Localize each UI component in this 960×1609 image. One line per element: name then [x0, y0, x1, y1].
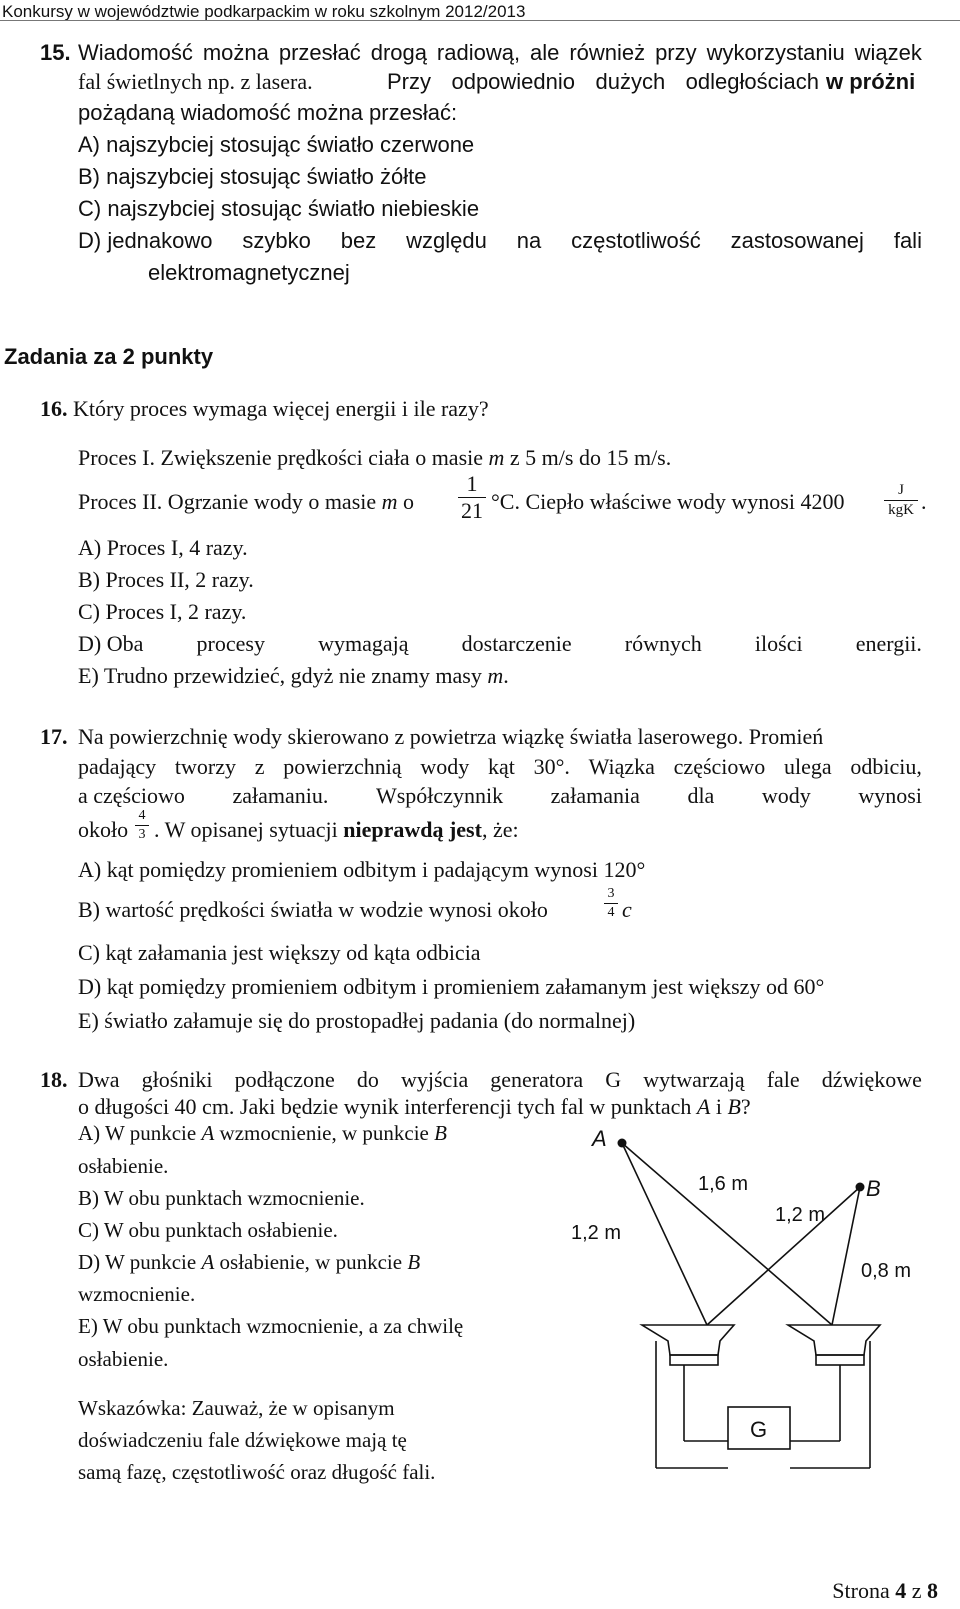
distance-label: 1,6 m: [698, 1173, 749, 1195]
question-text-line: Dwa głośniki podłączone do wyjścia generatora G wytwarzają fale dźwiękowe: [78, 1067, 922, 1092]
question-text-line: o długości 40 cm. Jaki będzie wynik interferencji tych fal w punktach A i B?: [78, 1094, 751, 1119]
speaker-right-magnet: [816, 1355, 864, 1365]
question-text-line: Na powierzchnię wody skierowano z powietrza wiązkę światła laserowego. Promień: [78, 724, 824, 749]
process-1: Proces I. Zwiększenie prędkości ciała o masie m z 5 m/s do 15 m/s.: [78, 445, 672, 470]
answer-option-c: C) najszybciej stosując światło niebieskie: [78, 196, 480, 221]
question-text-line: Wiadomość można przesłać drogą radiową, ale również przy wykorzystaniu wiązek: [78, 40, 922, 65]
path-line: [622, 1143, 832, 1325]
answer-option-d: D) W punkcie A osłabienie, w punkcie B: [78, 1250, 421, 1274]
question-number: 17.: [40, 724, 68, 749]
page-number: 4: [895, 1578, 907, 1603]
answer-option-d-continued: wzmocnienie.: [78, 1282, 196, 1306]
header-title: Konkursy w województwie podkarpackim w roku szkolnym 2012/2013: [2, 2, 526, 21]
page-footer: Strona 4 z 8: [832, 1578, 938, 1603]
hint-line: samą fazę, częstotliwość oraz długość fali.: [78, 1460, 436, 1484]
hint-line: doświadczeniu fale dźwiękowe mają tę: [78, 1428, 407, 1452]
answer-option-a-continued: osłabienie.: [78, 1154, 169, 1178]
speaker-left-magnet: [670, 1355, 718, 1365]
point-a: [618, 1139, 627, 1148]
distance-label: 0,8 m: [861, 1260, 912, 1282]
question-number: 16.: [40, 396, 68, 421]
question-text-line: . W opisanej sytuacji nieprawdą jest, że:: [154, 817, 519, 842]
generator-label: G: [750, 1417, 768, 1442]
section-heading: Zadania za 2 punkty: [4, 344, 214, 369]
question-text-line: około: [78, 817, 129, 842]
question-number: 18.: [40, 1067, 68, 1092]
answer-option-a: A) Proces I, 4 razy.: [78, 535, 248, 560]
refractive-index-fraction: 4 3: [135, 809, 149, 842]
fraction-temperature: 1 21: [458, 473, 486, 522]
answer-option-b: B) najszybciej stosując światło żółte: [78, 164, 427, 189]
distance-label: 1,2 m: [571, 1222, 622, 1244]
answer-option-e: E) W obu punktach wzmocnienie, a za chwilę: [78, 1314, 464, 1338]
answer-option-c: C) Proces I, 2 razy.: [78, 599, 247, 624]
punctuation: .: [921, 489, 927, 514]
question-text: Który proces wymaga więcej energii i ile razy?: [73, 396, 489, 421]
answer-option-e-continued: osłabienie.: [78, 1347, 169, 1371]
hint-line: Wskazówka: Zauważ, że w opisanym: [78, 1396, 395, 1420]
answer-option-a: A) W punkcie A wzmocnienie, w punkcie B: [78, 1121, 447, 1145]
path-line: [622, 1143, 707, 1325]
question-text-line: a częściowo załamaniu. Współczynnik załamania dla wody wynosi: [78, 783, 922, 808]
label-point-a: A: [592, 1126, 607, 1151]
answer-option-b: B) Proces II, 2 razy.: [78, 567, 254, 592]
question-text-line: pożądaną wiadomość można przesłać:: [78, 100, 458, 125]
answer-option-d-continued: elektromagnetycznej: [148, 260, 350, 285]
answer-option-d: D) Oba procesy wymagają dostarczenie równych ilości energii.: [78, 631, 922, 656]
answer-option-a: A) kąt pomiędzy promieniem odbitym i padającym wynosi 120°: [78, 857, 646, 882]
question-text-line: padający tworzy z powierzchnią wody kąt 30°. Wiązka częściowo ulega odbiciu,: [78, 754, 922, 779]
answer-option-c: C) W obu punktach osłabienie.: [78, 1218, 338, 1242]
answer-option-d: D) kąt pomiędzy promieniem odbitym i promieniem załamanym jest większy od 60°: [78, 974, 825, 999]
answer-option-b: B) W obu punktach wzmocnienie.: [78, 1186, 365, 1210]
speed-of-light-symbol: c: [622, 897, 632, 922]
question-number: 15.: [40, 40, 71, 65]
answer-option-e: E) Trudno przewidzieć, gdyż nie znamy masy m.: [78, 663, 509, 688]
process-2: Proces II. Ogrzanie wody o masie m o: [78, 489, 415, 514]
unit-fraction: J kgK: [884, 483, 918, 518]
label-point-b: B: [866, 1176, 881, 1201]
answer-option-d: D) jednakowo szybko bez względu na częstotliwość zastosowanej fali: [78, 228, 922, 253]
answer-option-a: A) najszybciej stosując światło czerwone: [78, 132, 475, 157]
point-b: [856, 1183, 865, 1192]
answer-option-c: C) kąt załamania jest większy od kąta odbicia: [78, 940, 481, 965]
answer-option-e: E) światło załamuje się do prostopadłej padania (do normalnej): [78, 1008, 636, 1033]
question-text-line: Przy odpowiednio dużych odległościach: [387, 69, 819, 94]
answer-option-b: B) wartość prędkości światła w wodzie wynosi około: [78, 897, 548, 922]
distance-label: 1,2 m: [775, 1204, 826, 1226]
page-total: 8: [927, 1578, 938, 1603]
speaker-right: [788, 1325, 880, 1355]
speed-fraction: 3 4: [604, 887, 618, 920]
question-text-line: fal świetlnych np. z lasera.: [78, 69, 313, 94]
emphasis-text: w próżni: [826, 69, 916, 94]
specific-heat-text: °C. Ciepło właściwe wody wynosi 4200: [491, 489, 845, 514]
